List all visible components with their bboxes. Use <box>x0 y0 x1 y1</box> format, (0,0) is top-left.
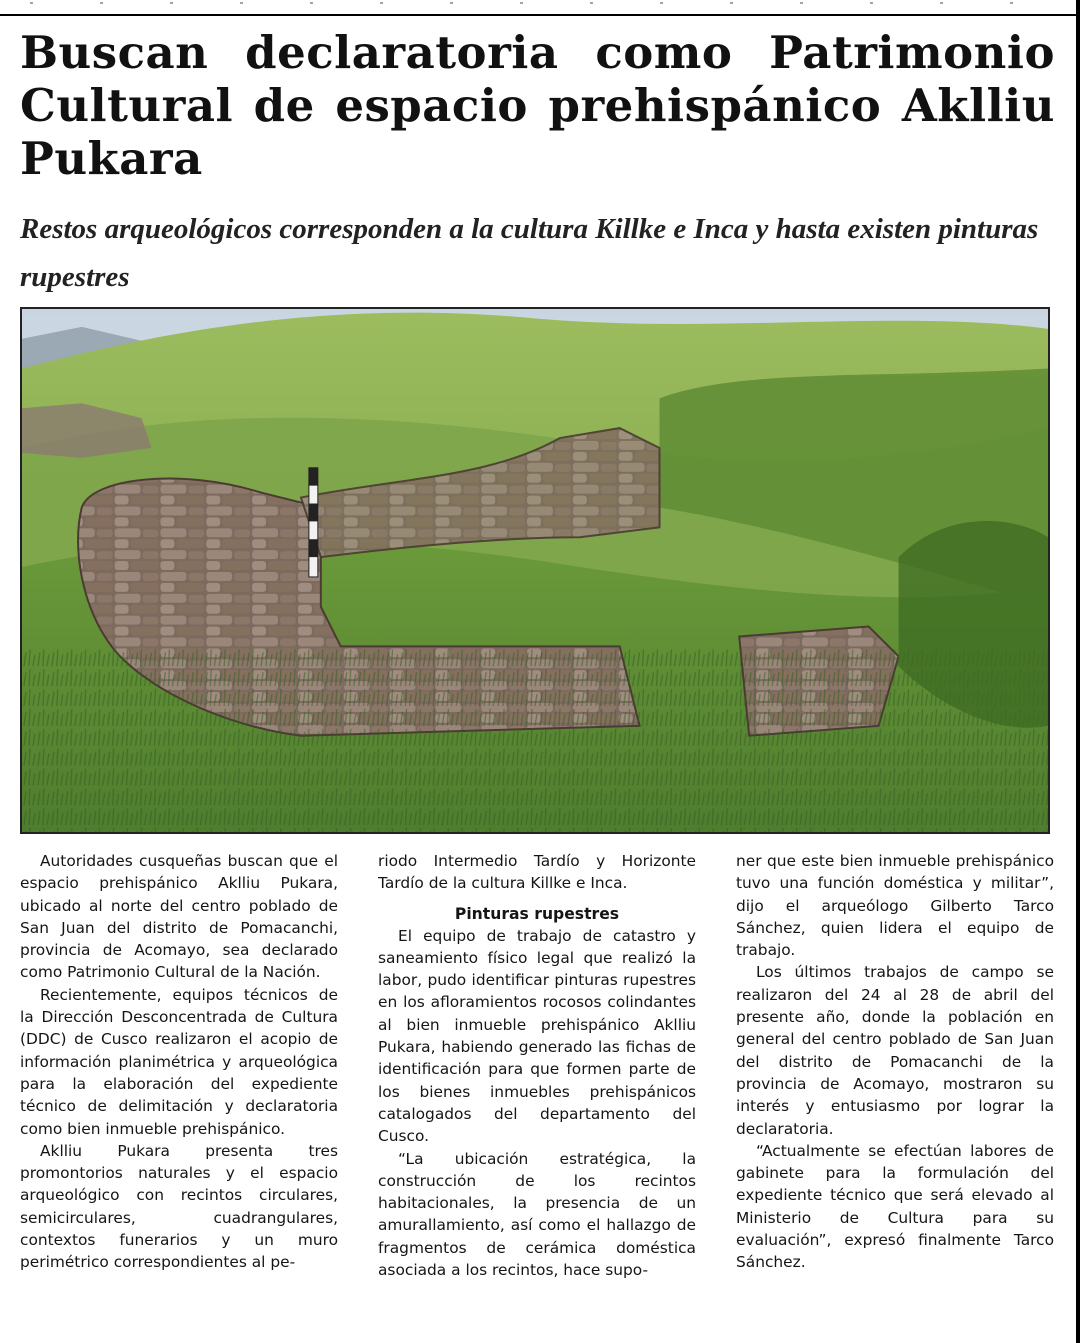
article-photo <box>20 307 1050 834</box>
article-body <box>20 850 1054 1320</box>
page-right-border <box>1076 0 1080 1343</box>
column-3-paragraph-3: “Actualmente se efectúan labores de gabinete para la formulación del expediente técnico que será elevado al Ministerio de Cultura para su evaluación”, expresó finalmente Tarco Sánchez. <box>736 1141 1054 1272</box>
article-column-1 <box>20 850 338 1320</box>
article-column-3 <box>736 850 1054 1320</box>
column-3-paragraph-1: ner que este bien inmueble prehispánico tuvo una función doméstica y militar”, dijo el arqueólogo Gilberto Tarco Sánchez, quien lidera el equipo de trabajo. <box>736 852 1054 960</box>
column-1-paragraph-1: Autoridades cusqueñas buscan que el espacio prehispánico Aklliu Pukara, ubicado al norte del centro poblado de San Juan del distrito de Pomacanchi, provincia de Acomayo, sea declarado como Patrimonio Cultural de la Nación. <box>20 852 338 982</box>
archaeological-site-photo <box>22 309 1048 832</box>
column-1-paragraph-2: Recientemente, equipos técnicos de la Dirección Desconcentrada de Cultura (DDC) de Cusco realizaron el acopio de información planimétrica y arqueológica para la elaboración del expediente técnico de delimitación y declaratoria como bien inmueble prehispánico. <box>20 985 338 1138</box>
column-1-paragraph-3: Aklliu Pukara presenta tres promontorios naturales y el espacio arqueológico con recintos circulares, semicirculares, cuadrangulares, contextos funerarios y un muro perimétrico correspondientes al pe- <box>20 1141 338 1272</box>
article-column-2 <box>378 850 696 1320</box>
photo-grass-texture <box>22 646 1048 832</box>
column-2-paragraph-2: El equipo de trabajo de catastro y saneamiento físico legal que realizó la labor, pudo identificar pinturas rupestres en los afloramientos rocosos colindantes al bien inmueble prehispánico Aklliu Pukara, habiendo generado las fichas de identificación para que formen parte de los bienes inmuebles prehispánicos catalogados del departamento del Cusco. <box>378 926 696 1146</box>
column-2-paragraph-3: “La ubicación estratégica, la construcción de los recintos habitacionales, la presencia de un amurallamiento, así como el hallazgo de fragmentos de cerámica doméstica asociada a los recintos, hace supo- <box>378 1149 696 1280</box>
column-3-paragraph-2: Los últimos trabajos de campo se realizaron del 24 al 28 de abril del presente año, donde la población en general del centro poblado de San Juan del distrito de Pomacanchi de la provincia de Acomayo, mostraron su interés y entusiasmo por lograr la declaratoria. <box>736 963 1054 1138</box>
column-2-paragraph-1: riodo Intermedio Tardío y Horizonte Tardío de la cultura Killke e Inca. <box>378 852 696 893</box>
page-top-rule <box>0 0 1080 16</box>
article-headline: Buscan declaratoria como Patrimonio Cultural de espacio prehispánico Aklliu Pukara <box>20 26 1055 186</box>
section-subheading: Pinturas rupestres <box>454 904 620 923</box>
article-subheadline: Restos arqueológicos corresponden a la cultura Killke e Inca y hasta existen pinturas rupestres <box>20 213 1039 293</box>
